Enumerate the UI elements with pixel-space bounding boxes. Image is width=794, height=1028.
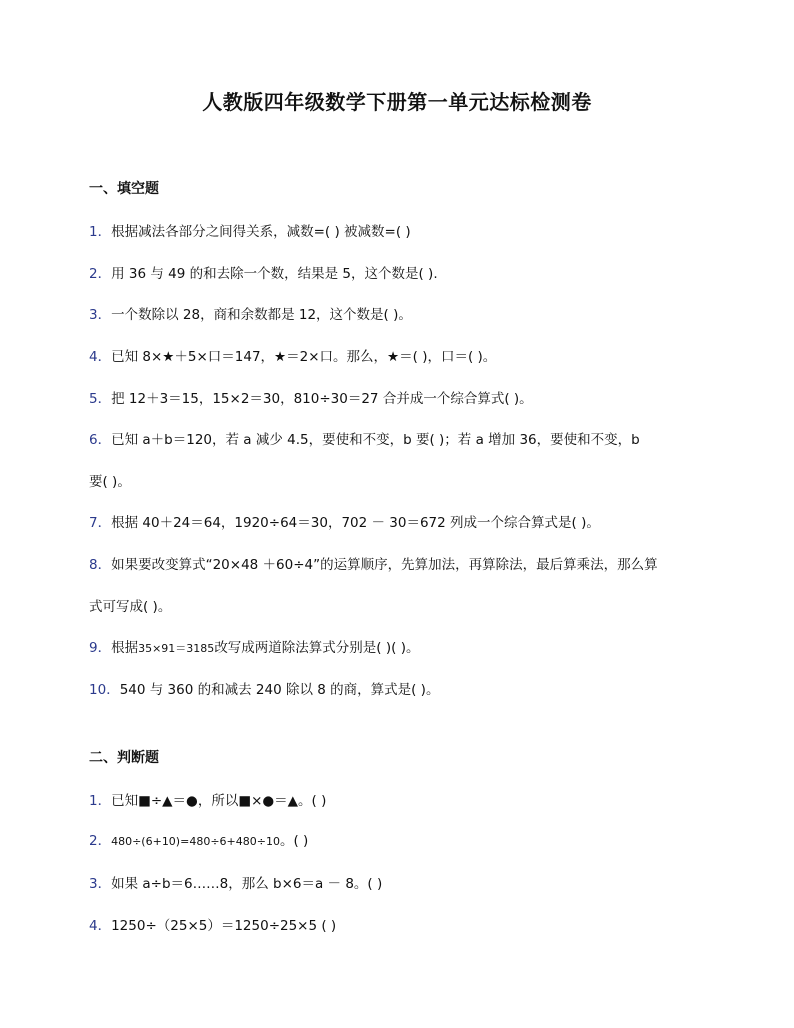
question-text: 已知 8×★＋5×口＝147，★＝2×口。那么，★＝( )，口＝( )。 (111, 349, 497, 365)
question-text: 一个数除以 28，商和余数都是 12，这个数是( )。 (111, 307, 412, 323)
question-1-6-cont (89, 470, 131, 490)
question-2-4: 4．1250÷（25×5）＝1250÷25×5 ( ) (89, 918, 337, 934)
question-number: 7 (89, 515, 98, 531)
question-1-3: 3．一个数除以 28，商和余数都是 12，这个数是( )。 (89, 307, 412, 323)
question-number: 8 (89, 557, 98, 573)
formula-image: 480÷(6+10)=480÷6+480÷10 (111, 835, 280, 848)
question-number: 2 (89, 266, 98, 282)
question-number: 2 (89, 833, 98, 849)
section-heading-true-false: 二、判断题 (89, 750, 159, 766)
section-heading-fill-in: 一、填空题 (89, 181, 159, 197)
question-2-1: 1．已知■÷▲＝●，所以■×●＝▲。( ) (89, 793, 327, 809)
question-2-2: 2．480÷(6+10)=480÷6+480÷10。( ) (89, 833, 309, 849)
page-title: 人教版四年级数学下册第一单元达标检测卷 (202, 90, 592, 114)
question-1-10: 10．540 与 360 的和减去 240 除以 8 的商，算式是( )。 (89, 682, 440, 698)
question-1-4: 4．已知 8×★＋5×口＝147，★＝2×口。那么，★＝( )，口＝( )。 (89, 349, 497, 365)
question-1-7: 7．根据 40＋24＝64，1920÷64＝30，702 － 30＝672 列成一个综合算式是( )。 (89, 515, 600, 531)
question-text: 式可写成( )。 (89, 599, 172, 615)
question-text: 要( )。 (89, 474, 131, 490)
question-1-5: 5．把 12＋3＝15，15×2＝30，810÷30＝27 合并成一个综合算式( )。 (89, 391, 533, 407)
question-text: 把 12＋3＝15，15×2＝30，810÷30＝27 合并成一个综合算式( )。 (111, 391, 533, 407)
question-number: 5 (89, 391, 98, 407)
question-text: 用 36 与 49 的和去除一个数，结果是 5，这个数是( ). (111, 266, 438, 282)
question-number: 6 (89, 432, 98, 448)
question-2-3: 3．如果 a÷b＝6……8，那么 b×6＝a － 8。( ) (89, 876, 383, 892)
question-text: 如果 a÷b＝6……8，那么 b×6＝a － 8。( ) (111, 876, 383, 892)
question-number: 10 (89, 682, 107, 698)
question-1-2: 2．用 36 与 49 的和去除一个数，结果是 5，这个数是( ). (89, 266, 438, 282)
formula-image: 35×91＝3185 (138, 642, 215, 655)
question-1-1: 1．根据减法各部分之间得关系，减数=( ) 被减数=( ) (89, 224, 411, 240)
question-text: 如果要改变算式“20×48 ＋60÷4”的运算顺序，先算加法，再算除法，最后算乘法，那么算 (111, 557, 658, 573)
question-text: 已知■÷▲＝●，所以■×●＝▲。( ) (111, 793, 327, 809)
question-text: 已知 a＋b＝120，若 a 减少 4.5，要使和不变，b 要( )；若 a 增加 36，要使和不变，b (111, 432, 640, 448)
question-number: 1 (89, 793, 98, 809)
question-number: 4 (89, 349, 98, 365)
question-1-8-cont (89, 595, 171, 615)
question-1-8: 8．如果要改变算式“20×48 ＋60÷4”的运算顺序，先算加法，再算除法，最后算乘法，那么算 (89, 557, 658, 573)
question-text: 根据减法各部分之间得关系，减数=( ) 被减数=( ) (111, 224, 411, 240)
question-number: 3 (89, 876, 98, 892)
question-text: 540 与 360 的和减去 240 除以 8 的商，算式是( )。 (119, 682, 440, 698)
question-1-6: 6．已知 a＋b＝120，若 a 减少 4.5，要使和不变，b 要( )；若 a 增加 36，要使和不变，b (89, 432, 640, 448)
question-text: 根据 40＋24＝64，1920÷64＝30，702 － 30＝672 列成一个综合算式是( )。 (111, 515, 600, 531)
question-text: 改写成两道除法算式分别是( )( )。 (214, 640, 420, 656)
question-number: 9 (89, 640, 98, 656)
question-number: 3 (89, 307, 98, 323)
question-1-9: 9．根据35×91＝3185改写成两道除法算式分别是( )( )。 (89, 640, 420, 656)
question-text: 1250÷（25×5）＝1250÷25×5 ( ) (111, 918, 337, 934)
question-text: 。( ) (279, 833, 309, 849)
question-text-pre: 根据 (111, 640, 139, 656)
question-number: 4 (89, 918, 98, 934)
question-number: 1 (89, 224, 98, 240)
